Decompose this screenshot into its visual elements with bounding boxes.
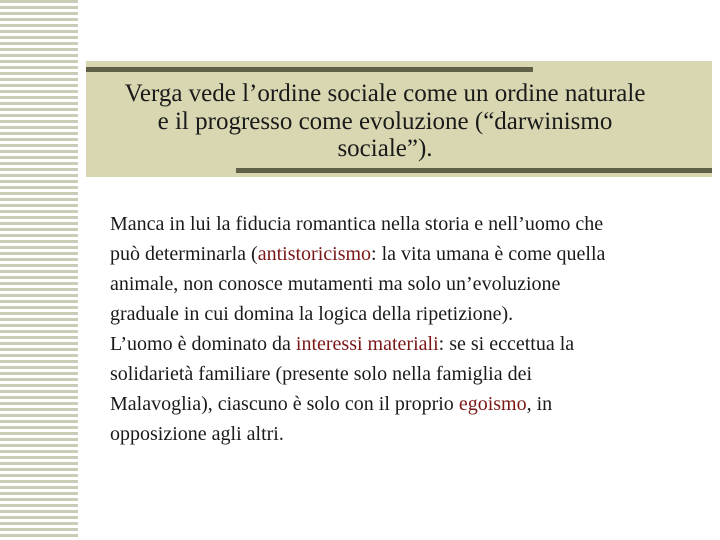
paragraph-1-text-after: : la vita umana è come quella animale, non conosce mutamenti ma solo un’evoluzione graduale in cui domina la logica della ripetizione). bbox=[110, 243, 606, 325]
slide-body bbox=[110, 209, 630, 449]
paragraph-2 bbox=[110, 329, 630, 449]
title-rule-bottom bbox=[236, 168, 712, 173]
paragraph-2-text-middle: : se si eccettua la solidarietà familiare (presente solo nella famiglia dei Malavoglia), ciascuno è solo con il proprio bbox=[110, 333, 575, 415]
paragraph-1 bbox=[110, 209, 630, 329]
paragraph-2-text-before: L’uomo è dominato da bbox=[110, 333, 296, 355]
title-rule-top bbox=[86, 67, 533, 72]
decorative-stripes bbox=[0, 0, 78, 540]
paragraph-1-text-before: Manca in lui la fiducia romantica nella storia e nell’uomo che può determinarla ( bbox=[110, 213, 604, 265]
highlight-interessi-materiali: interessi materiali bbox=[295, 333, 439, 355]
highlight-egoismo: egoismo bbox=[458, 393, 527, 415]
slide-title: Verga vede l’ordine sociale come un ordine naturale e il progresso come evoluzione (“darwinismo sociale”). bbox=[124, 80, 646, 162]
highlight-antistoricismo: antistoricismo bbox=[257, 243, 372, 265]
paragraph-2-text-after: , in opposizione agli altri. bbox=[110, 393, 553, 445]
